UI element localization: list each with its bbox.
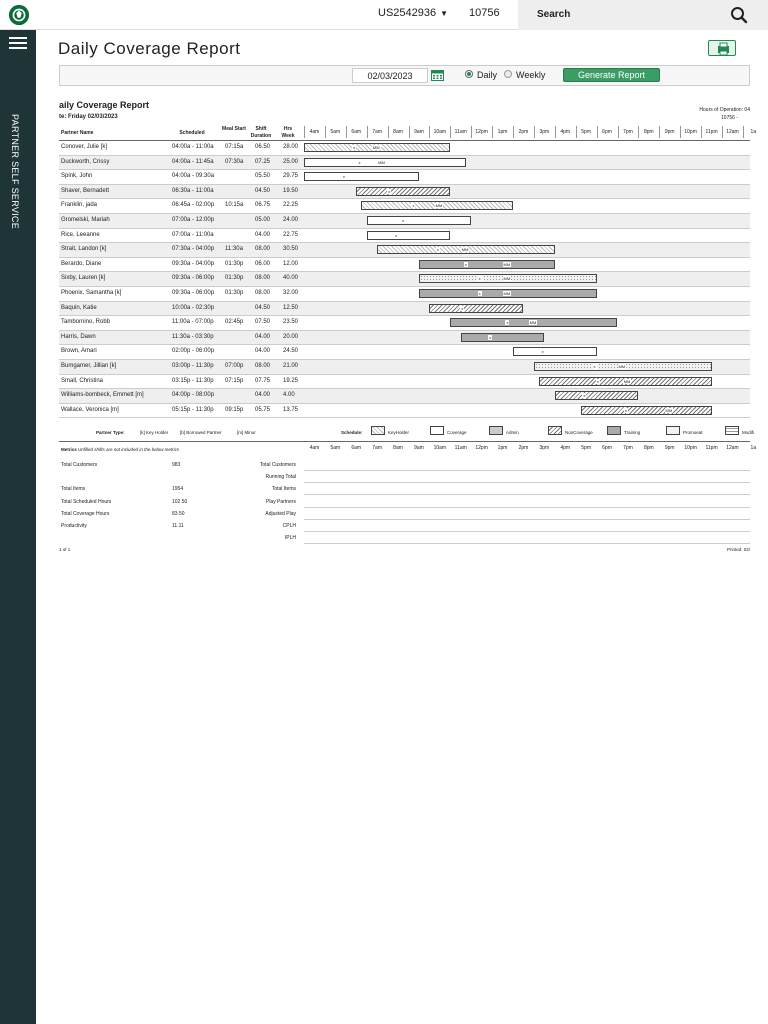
hour-header: 10pm	[684, 129, 697, 135]
metric-row-rule	[304, 494, 750, 495]
partner-name: Franklin, jada	[61, 202, 98, 209]
hour-gridline	[450, 126, 451, 138]
metric-row-label: Running Total	[265, 474, 296, 481]
report-document	[59, 95, 757, 565]
meal-marker: MM	[623, 378, 631, 384]
hour-gridline	[680, 126, 681, 138]
hours-week: 20.00	[283, 333, 299, 340]
hour-gridline	[325, 126, 326, 138]
hour-gridline	[492, 126, 493, 138]
hour-gridline	[576, 126, 577, 138]
hour-gridline	[701, 126, 702, 138]
scheduled-time: 03:00p - 11:30p	[172, 363, 214, 369]
hour-gridline	[304, 126, 305, 138]
hour-header: 5pm	[581, 129, 591, 135]
metrics-hour-header: 3pm	[539, 445, 550, 451]
row-rule	[59, 374, 750, 375]
calendar-icon[interactable]	[431, 69, 444, 81]
break-marker: x	[478, 276, 481, 282]
break-marker: x	[489, 334, 492, 340]
partner-name: Sixby, Lauren [k]	[61, 275, 106, 282]
hour-header: 7am	[372, 129, 382, 135]
scheduled-time: 05:15p - 11:30p	[172, 406, 214, 413]
legend-item-label: Training	[624, 430, 641, 435]
generate-report-button[interactable]: Generate Report	[563, 68, 660, 82]
metric-label: Total Items	[61, 486, 86, 492]
metrics-note: Unfilled shifts are not included in the below metrics	[78, 447, 180, 452]
row-rule	[59, 315, 750, 316]
break-marker: x	[506, 320, 509, 326]
partner-name: Small, Christina	[61, 377, 104, 384]
shift-duration: 04.50	[255, 187, 271, 194]
partner-name: Berardo, Diane	[61, 260, 102, 267]
hour-header: 4pm	[560, 129, 571, 135]
metric-value: 83.50	[172, 511, 185, 517]
hour-gridline	[409, 126, 410, 138]
hours-week: 30.50	[283, 246, 299, 253]
metrics-hour-header: 4am	[309, 445, 320, 451]
hour-gridline	[429, 126, 430, 138]
hour-header: 2pm	[518, 129, 529, 135]
scheduled-time: 06:30a - 11:00a	[172, 187, 214, 194]
legend-item-label: NonCoverage	[565, 430, 593, 435]
hour-gridline	[471, 126, 472, 138]
metric-row-rule	[304, 543, 750, 544]
metrics-hour-header: 7pm	[623, 445, 633, 451]
legend-swatch	[489, 426, 503, 435]
metric-row-label: Adjusted Play	[265, 510, 296, 517]
legend-swatch	[430, 426, 444, 435]
meal-marker: MM	[435, 203, 443, 209]
break-marker: x	[597, 378, 600, 384]
shift-bar	[367, 231, 451, 240]
metric-row-label: IPLH	[284, 535, 296, 542]
break-marker: x	[388, 188, 391, 194]
metric-label: Total Coverage Hours	[61, 511, 110, 517]
hour-gridline	[367, 126, 368, 138]
metrics-hour-header: 7am	[372, 445, 382, 451]
partner-name: Conover, Julie [k]	[61, 144, 108, 150]
partner-name: Shaver, Bernadett	[61, 187, 110, 194]
column-meal-start: Meal Start	[222, 126, 246, 132]
hour-header: 12am	[726, 129, 739, 135]
hour-gridline	[659, 126, 660, 138]
meal-marker: MM	[503, 291, 511, 296]
hours-week: 24.00	[283, 217, 299, 223]
metric-label: Total Scheduled Hours	[61, 499, 112, 505]
metric-row-rule	[304, 531, 750, 532]
meal-marker: MM	[529, 320, 537, 326]
hour-gridline	[638, 126, 639, 138]
row-rule	[59, 257, 750, 258]
meal-start: 01:30p	[225, 290, 244, 296]
metrics-hour-header: 10pm	[684, 445, 697, 451]
row-rule	[59, 169, 750, 170]
shift-duration: 05.50	[255, 173, 271, 180]
hours-week: 25.00	[283, 158, 299, 165]
shift-bar	[429, 304, 523, 313]
metrics-hour-header: 9am	[414, 445, 424, 451]
hour-header: 11pm	[705, 129, 718, 135]
metric-row-label: Total Customers	[259, 462, 296, 468]
metrics-hour-header: 12pm	[475, 445, 488, 451]
hour-gridline	[388, 126, 389, 138]
shift-duration: 04.00	[255, 231, 271, 238]
hours-week: 19.50	[283, 187, 299, 194]
hours-week: 13.75	[283, 406, 299, 413]
shift-duration: 05.75	[255, 406, 271, 413]
page-title: Daily Coverage Report	[58, 39, 241, 58]
caret-down-icon: ▼	[440, 9, 449, 18]
metrics-hour-header: 9pm	[664, 445, 675, 451]
shift-bar	[581, 406, 712, 415]
legend-item-label: Modifi	[742, 430, 755, 435]
break-marker: x	[464, 261, 467, 267]
printed-date: Printed: 02/	[726, 547, 750, 552]
metric-value: 983	[172, 462, 181, 468]
shift-bar	[555, 391, 639, 400]
partner-name: Spink, John	[61, 173, 93, 180]
metrics-hour-header: 5pm	[581, 445, 591, 451]
printer-icon	[709, 41, 737, 57]
metric-row-label: Play Partners	[265, 498, 296, 505]
scheduled-time: 11:00a - 07:00p	[172, 319, 214, 326]
partner-name: Wallace, Veronica [m]	[61, 406, 119, 413]
column-hrs-week: Hrs Week	[281, 126, 295, 139]
scheduled-time: 09:30a - 06:00p	[172, 290, 215, 296]
partner-name: Gromelski, Mariah	[61, 217, 110, 223]
legend-swatch	[725, 426, 739, 435]
shift-duration: 04.00	[255, 392, 271, 399]
partner-name: Williams-bombeck, Emmett [m]	[61, 392, 144, 399]
top-bar	[0, 0, 768, 30]
hour-header: 3pm	[539, 129, 550, 135]
meal-start: 01:30p	[225, 260, 244, 267]
metrics-hour-header: 12am	[726, 445, 739, 451]
weekly-radio-label[interactable]: Weekly	[516, 70, 546, 80]
hour-gridline	[743, 126, 744, 138]
hour-gridline	[534, 126, 535, 138]
hamburger-menu-icon[interactable]	[9, 37, 27, 51]
meal-start: 01:30p	[225, 275, 244, 282]
scheduled-time: 03:15p - 11:30p	[172, 377, 214, 384]
metrics-heading	[61, 447, 179, 452]
scheduled-time: 04:00a - 11:00a	[172, 144, 214, 150]
hour-gridline	[513, 126, 514, 138]
hour-header: 4am	[309, 129, 320, 135]
metrics-title: Metrics	[61, 447, 77, 452]
metrics-hour-header: 2pm	[518, 445, 529, 451]
metrics-hour-header: 10am	[433, 445, 447, 451]
hours-week: 24.50	[283, 348, 299, 355]
hours-week: 21.00	[283, 363, 299, 369]
legend-item-label: Promoeat	[683, 430, 703, 435]
hour-header: 8am	[393, 129, 403, 135]
meal-marker: MM	[618, 364, 626, 369]
metric-row-label: Total Items	[271, 486, 296, 493]
row-shade	[59, 331, 750, 346]
metric-label: Productivity	[61, 523, 87, 529]
hour-header: 5am	[330, 129, 341, 135]
meal-marker: MM	[461, 247, 469, 253]
break-marker: x	[358, 159, 361, 165]
scheduled-time: 09:30a - 04:00p	[172, 260, 215, 267]
meal-start: 02:45p	[225, 319, 244, 326]
partner-type-label: Partner Type:	[96, 430, 125, 435]
hour-header: 11am	[454, 129, 467, 135]
legend-borrowed: [b] Borrowed Partner	[180, 430, 222, 435]
break-marker: x	[342, 174, 345, 180]
hours-week: 32.00	[283, 290, 299, 296]
page-count: 1 of 1	[59, 547, 71, 552]
break-marker: x	[395, 232, 398, 238]
metric-row-rule	[304, 470, 750, 471]
metrics-hour-header: 1pm	[497, 445, 508, 451]
legend-minor: [m] Minor	[237, 430, 256, 435]
daily-radio[interactable]	[465, 70, 473, 78]
hour-header: 6pm	[602, 129, 612, 135]
report-title: aily Coverage Report	[59, 100, 150, 110]
row-rule	[59, 286, 750, 287]
row-rule	[59, 198, 750, 199]
legend-item-label: Coverage	[447, 430, 467, 435]
metric-row-rule	[304, 507, 750, 508]
legend-keyholder: [k] Key Holder	[140, 430, 169, 435]
partner-name: Duckworth, Crissy	[61, 158, 110, 165]
shift-bar	[304, 172, 419, 181]
scheduled-time: 04:00a - 11:45a	[172, 158, 214, 165]
hour-gridline	[618, 126, 619, 138]
hours-week: 12.00	[283, 260, 299, 267]
divider	[59, 441, 750, 442]
hours-week: 23.50	[283, 319, 299, 326]
hours-week: 28.00	[283, 144, 299, 150]
hour-header: 1a	[750, 129, 757, 135]
partner-name: Baquin, Katie	[61, 304, 97, 311]
search-label: Search	[537, 9, 571, 20]
hour-header: 7pm	[623, 129, 633, 135]
meal-start: 07:15a	[225, 144, 244, 150]
shift-duration: 07.25	[255, 158, 271, 165]
meal-marker: MM	[503, 261, 511, 267]
metric-value: 11.11	[172, 523, 184, 529]
metrics-hour-header: 8pm	[643, 445, 654, 451]
meal-start: 09:15p	[225, 406, 244, 413]
meal-marker: MM	[503, 276, 511, 282]
partner-name: Phoenix, Samantha [k]	[61, 290, 122, 296]
column-partner-name: Partner Name	[61, 130, 94, 136]
scheduled-time: 07:30a - 04:00p	[172, 246, 215, 253]
store-select-value: US2542936	[378, 7, 437, 19]
shift-duration: 08.00	[255, 363, 271, 369]
shift-duration: 08.00	[255, 246, 271, 253]
metric-value: 1954	[172, 486, 184, 492]
metrics-hour-header: 8am	[393, 445, 403, 451]
row-rule	[59, 417, 750, 418]
shift-bar	[419, 260, 555, 269]
partner-name: Strait, Landon [k]	[61, 246, 107, 253]
hour-header: 10am	[433, 129, 447, 135]
scheduled-time: 02:00p - 06:00p	[172, 348, 215, 355]
scheduled-time: 07:00a - 12:00p	[172, 217, 215, 223]
metric-value: 102.50	[172, 499, 188, 505]
metric-row-rule	[304, 519, 750, 520]
hour-gridline	[597, 126, 598, 138]
row-shade	[59, 302, 750, 317]
metrics-hour-header: 1a	[750, 445, 757, 451]
meal-start: 07:00p	[225, 363, 244, 369]
hours-week: 29.75	[283, 173, 299, 180]
partner-name: Harris, Dawn	[61, 333, 96, 340]
shift-duration: 07.50	[255, 319, 271, 326]
report-subtitle: te: Friday 02/03/2023	[59, 114, 118, 120]
break-marker: x	[436, 247, 439, 253]
hours-of-operation: Hours of Operation: 04	[699, 107, 750, 113]
meal-marker: MM	[665, 407, 673, 413]
store-select[interactable]	[378, 7, 448, 19]
legend-swatch	[371, 426, 385, 435]
scheduled-time: 07:00a - 11:00a	[172, 231, 214, 238]
scheduled-time: 11:30a - 03:30p	[172, 333, 214, 340]
legend-item-label: KeyHolder	[388, 430, 410, 435]
hour-gridline	[555, 126, 556, 138]
meal-start: 11:30a	[225, 246, 243, 253]
column-scheduled: Scheduled	[179, 130, 205, 136]
partner-name: Bumgamer, Jillian [k]	[61, 363, 117, 369]
hours-week: 22.25	[283, 202, 299, 209]
shift-bar	[356, 187, 450, 196]
shift-duration: 06.00	[255, 260, 271, 267]
break-marker: x	[541, 349, 544, 355]
metrics-hour-header: 11am	[454, 445, 467, 451]
sidebar	[0, 30, 36, 1024]
shift-duration: 04.00	[255, 333, 271, 340]
partner-name: Brown, Amari	[61, 348, 97, 355]
meal-start: 07:30a	[225, 158, 244, 165]
store-reference: 10756 -	[721, 115, 738, 121]
legend-swatch	[607, 426, 621, 435]
shift-duration: 04.00	[255, 348, 271, 355]
shift-duration: 06.50	[255, 144, 271, 150]
meal-marker: MM	[372, 145, 380, 150]
metrics-hour-header: 5am	[330, 445, 341, 451]
starbucks-logo[interactable]	[7, 4, 31, 26]
hours-week: 22.75	[283, 231, 299, 238]
search-icon[interactable]	[730, 6, 748, 24]
break-marker: x	[593, 364, 596, 369]
meal-marker: MM	[378, 159, 385, 165]
hours-week: 12.50	[283, 304, 299, 311]
shift-bar	[461, 333, 545, 342]
hour-gridline	[722, 126, 723, 138]
break-marker: x	[625, 407, 628, 413]
store-number: 10756	[469, 7, 500, 19]
column-shift-duration: Shift Duration	[250, 126, 272, 139]
row-shade	[59, 272, 750, 287]
break-marker: x	[583, 393, 586, 399]
break-marker: x	[412, 203, 415, 209]
metric-label: Total Customers	[61, 462, 98, 468]
shift-duration: 08.00	[255, 275, 271, 282]
hours-week: 40.00	[283, 275, 299, 282]
hour-header: 1pm	[497, 129, 508, 135]
metric-row-label: CPLH	[282, 523, 296, 529]
hour-header: 9pm	[664, 129, 675, 135]
print-button[interactable]	[708, 40, 736, 56]
break-marker: x	[478, 291, 481, 296]
metrics-hour-header: 11pm	[705, 445, 718, 451]
hours-week: 19.25	[283, 377, 299, 384]
search-box[interactable]	[518, 0, 768, 30]
break-marker: x	[461, 305, 464, 311]
legend-item-label: Admin	[506, 430, 519, 435]
sidebar-label: PARTNER SELF SERVICE	[10, 114, 20, 230]
shift-duration: 06.75	[255, 202, 271, 209]
metrics-hour-header: 6pm	[602, 445, 612, 451]
daily-radio-label[interactable]: Daily	[477, 70, 498, 80]
date-input[interactable]: 02/03/2023	[352, 68, 428, 83]
meal-start: 10:15a	[225, 202, 244, 209]
hour-header: 9am	[414, 129, 424, 135]
meal-start: 07:15p	[225, 377, 244, 384]
report-controls	[59, 65, 750, 86]
weekly-radio[interactable]	[504, 70, 512, 78]
shift-duration: 08.00	[255, 290, 271, 296]
row-shade	[59, 389, 750, 404]
legend-swatch	[666, 426, 680, 435]
hours-week: 4.00	[283, 392, 295, 399]
scheduled-time: 04:00a - 09:30a	[172, 173, 215, 180]
hour-header: 12pm	[475, 129, 488, 135]
hour-header: 8pm	[643, 129, 654, 135]
shift-bar	[513, 347, 597, 356]
scheduled-time: 10:00a - 02:30p	[172, 304, 215, 311]
legend-swatch	[548, 426, 562, 435]
row-rule	[59, 228, 750, 229]
scheduled-time: 06:45a - 02:00p	[172, 202, 215, 209]
break-marker: x	[353, 145, 356, 150]
row-rule	[59, 403, 750, 404]
shift-duration: 07.75	[255, 377, 271, 384]
scheduled-time: 09:30a - 06:00p	[172, 275, 215, 282]
partner-name: Tambornino, Robb	[61, 319, 111, 326]
break-marker: x	[402, 218, 405, 223]
schedule-legend-label: Schedule:	[341, 430, 363, 435]
hour-gridline	[346, 126, 347, 138]
hour-header: 6am	[351, 129, 362, 135]
header-rule	[59, 140, 750, 141]
scheduled-time: 04:00p - 08:00p	[172, 392, 215, 399]
shift-bar	[367, 216, 472, 225]
row-rule	[59, 344, 750, 345]
partner-name: Rice, Leeanne	[61, 231, 100, 238]
shift-duration: 04.50	[255, 304, 271, 311]
metric-row-rule	[304, 482, 750, 483]
metrics-hour-header: 6am	[351, 445, 362, 451]
metrics-hour-header: 4pm	[560, 445, 571, 451]
shift-duration: 05.00	[255, 217, 271, 223]
